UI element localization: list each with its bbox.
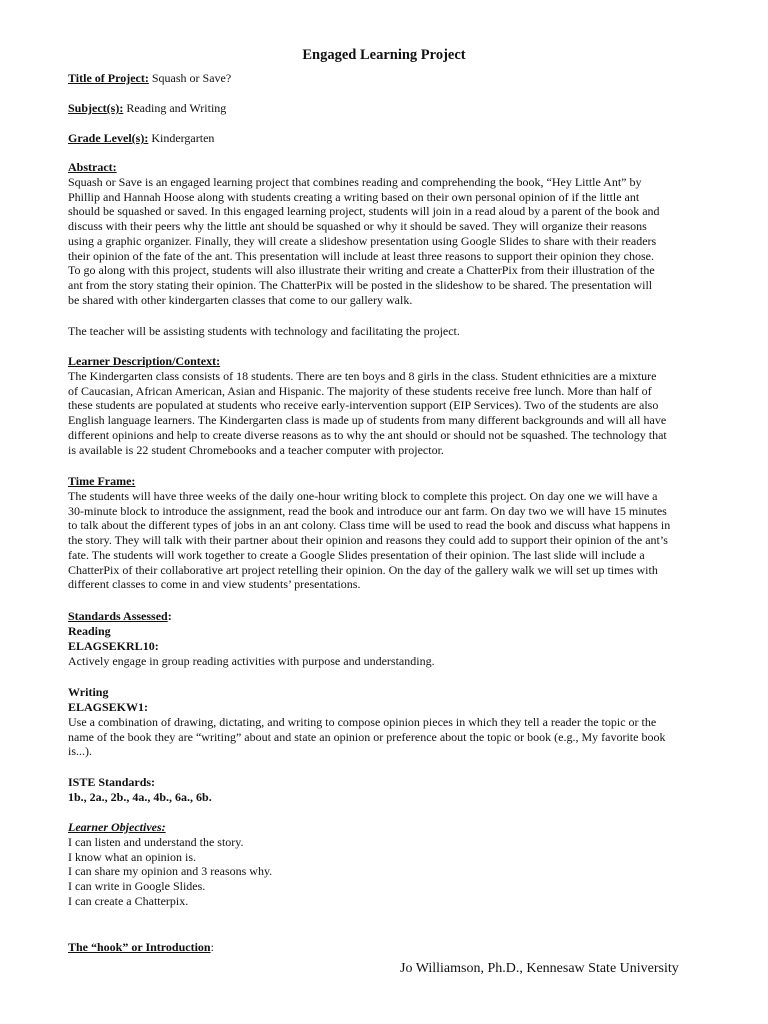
abstract-line: discuss with their peers why the little ant should be squashed or why it should be saved. They will organize their reasons bbox=[68, 219, 647, 234]
abstract-heading bbox=[68, 160, 117, 175]
learner-description-line: English language learners. The Kindergarten class is made up of students from many different backgrounds and will all have bbox=[68, 413, 667, 428]
time-frame-line: The students will have three weeks of the daily one-hour writing block to complete this project. On day one we will have a bbox=[68, 489, 658, 503]
standards-heading-colon: : bbox=[167, 609, 172, 623]
time-frame-line: the story. They will talk with their partner about their opinion and reasons they could add to support their opinion of the ant’s bbox=[68, 533, 668, 548]
project-title-value: Squash or Save? bbox=[148, 71, 232, 85]
grade-level-field bbox=[68, 131, 214, 146]
writing-standard-paragraph bbox=[68, 715, 698, 759]
abstract-line: ant from the story stating their opinion. The ChatterPix will be posted in the slideshow to be shared. The presentation will bbox=[68, 277, 653, 292]
time-frame-line: fate. The students will work together to create a Google Slides presentation of their opinion. The last slide will include a bbox=[68, 547, 645, 562]
standards-heading-text: Standards Assessed bbox=[68, 609, 168, 623]
time-frame-line: 30-minute block to introduce the assignment, read the book and introduce our ant farm. On day two we will have 15 minutes bbox=[68, 503, 667, 518]
learner-objectives-list bbox=[68, 835, 698, 909]
iste-codes: 1b., 2a., 2b., 4a., 4b., 6a., 6b. bbox=[68, 790, 212, 804]
abstract-line: Phillip and Hannah Hoose along with students creating a writing based on their own personal opinion of if the little ant bbox=[68, 189, 640, 204]
subjects-value: Reading and Writing bbox=[123, 101, 227, 115]
objective-item: I know what an opinion is. bbox=[68, 849, 196, 864]
hook-heading-colon: : bbox=[210, 940, 214, 954]
hook-heading-text: The “hook” or Introduction bbox=[68, 940, 211, 954]
reading-standard-text: Actively engage in group reading activities with purpose and understanding. bbox=[68, 654, 435, 668]
reading-label: Reading bbox=[68, 624, 111, 638]
abstract-line: using a graphic organizer. Finally, they will create a slideshow presentation using Google Slides to share with their readers bbox=[68, 233, 657, 248]
objective-item: I can listen and understand the story. bbox=[68, 835, 244, 849]
writing-label: Writing bbox=[68, 685, 109, 699]
learner-description-line: The Kindergarten class consists of 18 students. There are ten boys and 8 girls in the class. Student ethnicities are a mixture bbox=[68, 369, 657, 383]
writing-standard-line: name of the book they are “writing” about and state an opinion or preference about the topic or book (e.g., My favorite book bbox=[68, 729, 666, 744]
abstract-paragraph bbox=[68, 175, 698, 307]
learner-description-line: of Caucasian, African American, Asian and Hispanic. The majority of these students receive free lunch. More than half of bbox=[68, 383, 652, 398]
learner-objectives-heading: Learner Objectives: bbox=[68, 820, 166, 834]
abstract-line: Squash or Save is an engaged learning project that combines reading and comprehending the book, “Hey Little Ant” by bbox=[68, 175, 642, 189]
document-title: Engaged Learning Project bbox=[302, 47, 466, 63]
subjects-field bbox=[68, 101, 226, 116]
project-title-field bbox=[68, 71, 231, 86]
objective-item: I can write in Google Slides. bbox=[68, 879, 206, 894]
project-title-label: Title of Project: bbox=[68, 71, 149, 85]
time-frame-line: ChatterPix of their collaborative art project retelling their opinion. On the day of the gallery walk we will set up times with bbox=[68, 562, 658, 577]
page-footer: Jo Williamson, Ph.D., Kennesaw State University bbox=[400, 961, 679, 976]
abstract-heading-text: Abstract: bbox=[68, 160, 117, 174]
hook-heading bbox=[68, 940, 214, 955]
grade-level-label: Grade Level(s): bbox=[68, 131, 149, 145]
learner-description-heading-text: Learner Description/Context: bbox=[68, 354, 221, 368]
abstract-line: their opinion of the fate of the ant. This presentation will include at least three reasons to support their opinion they chose. bbox=[68, 248, 654, 263]
time-frame-line: to talk about the different types of jobs in an ant colony. Class time will be used to read the book and discuss what happens in bbox=[68, 518, 671, 533]
learner-description-line: is available is 22 student Chromebooks and a teacher computer with projector. bbox=[68, 442, 444, 457]
abstract-line: To go along with this project, students will also illustrate their writing and create a ChatterPix from their illustration of the bbox=[68, 263, 655, 278]
time-frame-heading bbox=[68, 474, 135, 489]
abstract-line: should be squashed or saved. In this engaged learning project, students will join in a read aloud by a parent of the book and bbox=[68, 204, 660, 219]
objective-item: I can create a Chatterpix. bbox=[68, 893, 189, 908]
grade-level-value: Kindergarten bbox=[148, 131, 215, 145]
learner-description-line: different opinions and help to create diverse reasons as to why the ant should or should not be squashed. The technology that bbox=[68, 427, 667, 442]
abstract-line: be shared with other kindergarten classes that come to our gallery walk. bbox=[68, 292, 413, 307]
learner-description-line: these students are populated at students who receive early-intervention support (EIP Services). Two of the students are also bbox=[68, 398, 659, 413]
iste-label: ISTE Standards: bbox=[68, 775, 156, 789]
writing-code: ELAGSEKW1: bbox=[68, 700, 149, 714]
time-frame-paragraph bbox=[68, 489, 698, 592]
reading-code: ELAGSEKRL10: bbox=[68, 639, 159, 653]
time-frame-heading-text: Time Frame: bbox=[68, 474, 136, 488]
objective-item: I can share my opinion and 3 reasons why. bbox=[68, 864, 273, 879]
teacher-note: The teacher will be assisting students with technology and facilitating the project. bbox=[68, 324, 460, 338]
learner-description-heading bbox=[68, 354, 220, 369]
learner-description-paragraph bbox=[68, 369, 698, 457]
writing-standard-line: Use a combination of drawing, dictating, and writing to compose opinion pieces in which they tell a reader the topic or the bbox=[68, 715, 657, 729]
subjects-label: Subject(s): bbox=[68, 101, 124, 115]
time-frame-line: different classes to come in and view students’ presentations. bbox=[68, 577, 361, 592]
standards-heading bbox=[68, 609, 172, 624]
writing-standard-line: is...). bbox=[68, 744, 92, 759]
